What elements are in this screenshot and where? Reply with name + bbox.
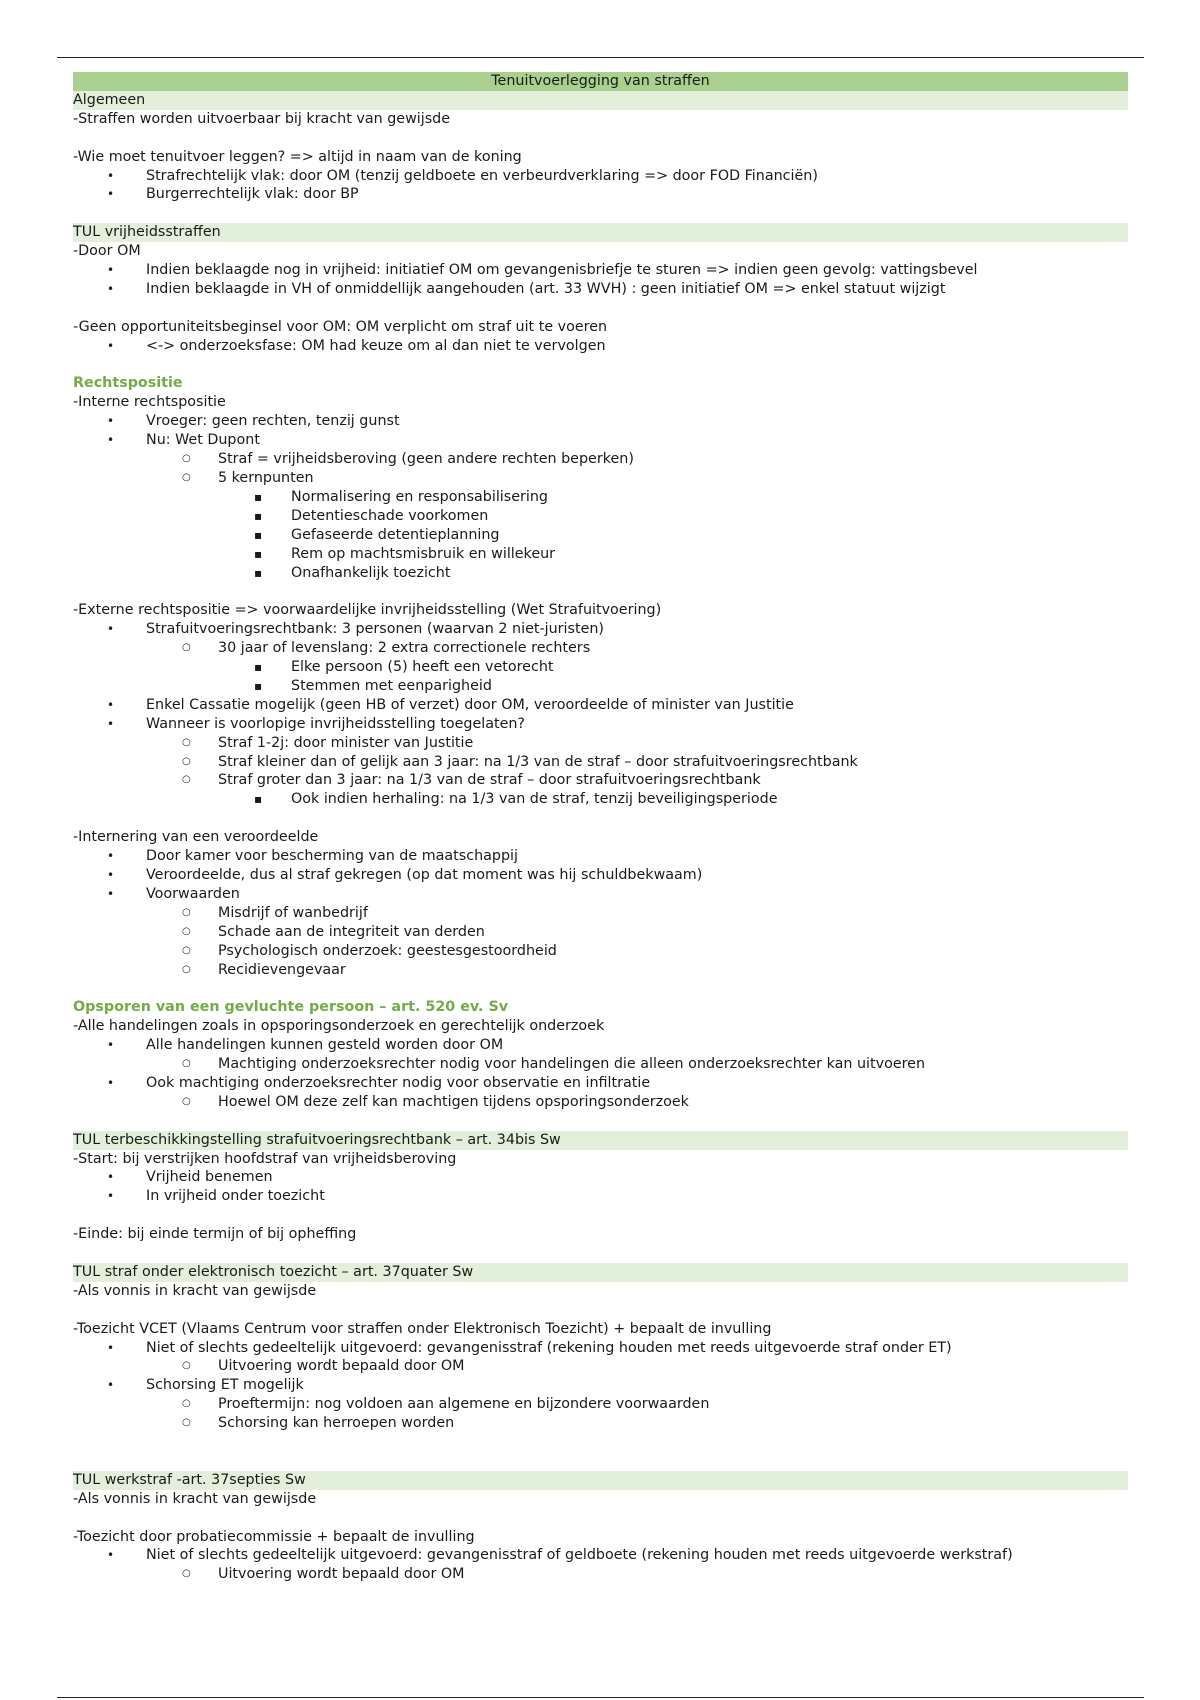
bullet-item-level-3	[73, 488, 1128, 507]
line-text: Schade aan de integriteit van derden	[218, 923, 485, 940]
line-text: Recidievengevaar	[218, 961, 346, 978]
line-text: Detentieschade voorkomen	[291, 507, 489, 524]
paragraph-line	[73, 1528, 1128, 1547]
bullet-icon: ○	[182, 1095, 191, 1107]
section-heading	[73, 1131, 1128, 1150]
bullet-item-level-2	[73, 961, 1128, 980]
section-heading	[73, 1471, 1128, 1490]
paragraph-line	[73, 1225, 1128, 1244]
blank-line	[73, 299, 1128, 318]
bullet-item-level-2	[73, 771, 1128, 790]
line-text: Indien beklaagde nog in vrijheid: initiatief OM om gevangenisbriefje te sturen => indien geen gevolg: vattingsbevel	[146, 262, 978, 279]
paragraph-line	[73, 601, 1128, 620]
section-heading	[73, 91, 1128, 110]
line-text: Hoewel OM deze zelf kan machtigen tijdens opsporingsonderzoek	[218, 1093, 689, 1110]
bullet-icon: •	[107, 414, 115, 429]
bullet-icon: ○	[182, 1398, 191, 1410]
blank-line	[73, 1301, 1128, 1320]
bullet-item-level-2	[73, 469, 1128, 488]
bullet-icon: •	[107, 168, 115, 183]
line-text: TUL straf onder elektronisch toezicht – art. 37quater Sw	[73, 1263, 474, 1280]
blank-line	[73, 582, 1128, 601]
line-text: Ook machtiging onderzoeksrechter nodig voor observatie en infiltratie	[146, 1074, 651, 1091]
line-text: Elke persoon (5) heeft een vetorecht	[291, 659, 554, 676]
document-body	[73, 72, 1128, 1584]
line-text: TUL vrijheidsstraffen	[73, 224, 221, 241]
bullet-item-level-3	[73, 526, 1128, 545]
blank-line	[73, 1244, 1128, 1263]
bullet-item-level-2	[73, 1055, 1128, 1074]
line-text: TUL werkstraf -art. 37septies Sw	[73, 1471, 306, 1488]
line-text: -Geen opportuniteitsbeginsel voor OM: OM verplicht om straf uit te voeren	[73, 318, 608, 335]
bullet-icon: ○	[182, 925, 191, 937]
bullet-icon: •	[107, 1189, 115, 1204]
bullet-item-level-3	[73, 658, 1128, 677]
bullet-icon: •	[107, 1038, 115, 1053]
bullet-icon: ○	[182, 963, 191, 975]
bullet-item-level-1	[73, 866, 1128, 885]
bullet-item-level-1	[73, 1546, 1128, 1565]
line-text: Misdrijf of wanbedrijf	[218, 904, 368, 921]
bullet-icon: ○	[182, 1568, 191, 1580]
bullet-item-level-1	[73, 1074, 1128, 1093]
paragraph-line	[73, 1490, 1128, 1509]
line-text: Nu: Wet Dupont	[146, 432, 260, 449]
line-text: Alle handelingen kunnen gesteld worden door OM	[146, 1037, 504, 1054]
line-text: Machtiging onderzoeksrechter nodig voor handelingen die alleen onderzoeksrechter kan uitvoeren	[218, 1056, 926, 1073]
line-text: Onafhankelijk toezicht	[291, 564, 451, 581]
bullet-item-level-1	[73, 1168, 1128, 1187]
bullet-item-level-1	[73, 1376, 1128, 1395]
bullet-icon: •	[107, 1340, 115, 1355]
bullet-icon: •	[107, 433, 115, 448]
line-text: Veroordeelde, dus al straf gekregen (op dat moment was hij schuldbekwaam)	[146, 866, 703, 883]
line-text: <-> onderzoeksfase: OM had keuze om al dan niet te vervolgen	[146, 337, 606, 354]
line-text: -Internering van een veroordeelde	[73, 829, 319, 846]
line-text: Schorsing ET mogelijk	[146, 1377, 304, 1394]
blank-line	[73, 1206, 1128, 1225]
line-text: Burgerrechtelijk vlak: door BP	[146, 186, 359, 203]
bullet-item-level-1	[73, 412, 1128, 431]
line-text: 30 jaar of levenslang: 2 extra correctionele rechters	[218, 640, 591, 657]
bullet-icon: •	[107, 281, 115, 296]
bullet-item-level-1	[73, 280, 1128, 299]
bullet-item-level-1	[73, 167, 1128, 186]
bullet-icon: ○	[182, 944, 191, 956]
line-text: Indien beklaagde in VH of onmiddellijk aangehouden (art. 33 WVH) : geen initiatief OM => enkel statuut wijzigt	[146, 280, 946, 297]
blank-line	[73, 1112, 1128, 1131]
bullet-item-level-1	[73, 620, 1128, 639]
line-text: Stemmen met eenparigheid	[291, 677, 492, 694]
line-text: Voorwaarden	[146, 885, 240, 902]
bullet-item-level-1	[73, 1187, 1128, 1206]
bullet-item-level-2	[73, 1357, 1128, 1376]
bullet-icon: ▪	[254, 565, 263, 580]
line-text: TUL terbeschikkingstelling strafuitvoeringsrechtbank – art. 34bis Sw	[73, 1131, 561, 1148]
bullet-icon: ○	[182, 471, 191, 483]
bullet-icon: ▪	[254, 546, 263, 561]
line-text: Wanneer is voorlopige invrijheidsstelling toegelaten?	[146, 715, 526, 732]
bullet-item-level-2	[73, 1565, 1128, 1584]
line-text: -Externe rechtspositie => voorwaardelijke invrijheidsstelling (Wet Strafuitvoering)	[73, 602, 662, 619]
line-text: -Toezicht VCET (Vlaams Centrum voor straffen onder Elektronisch Toezicht) + bepaalt de invulling	[73, 1320, 772, 1337]
paragraph-line	[73, 1150, 1128, 1169]
bullet-item-level-2	[73, 942, 1128, 961]
bullet-icon: •	[107, 1548, 115, 1563]
bullet-item-level-1	[73, 715, 1128, 734]
paragraph-line	[73, 1017, 1128, 1036]
line-text: Door kamer voor bescherming van de maatschappij	[146, 848, 519, 865]
bullet-item-level-3	[73, 677, 1128, 696]
line-text: Enkel Cassatie mogelijk (geen HB of verzet) door OM, veroordeelde of minister van Justitie	[146, 696, 794, 713]
line-text: -Start: bij verstrijken hoofdstraf van vrijheidsberoving	[73, 1150, 457, 1167]
bullet-item-level-1	[73, 261, 1128, 280]
bullet-icon: •	[107, 716, 115, 731]
line-text: Psychologisch onderzoek: geestesgestoordheid	[218, 942, 557, 959]
bullet-icon: ▪	[254, 489, 263, 504]
paragraph-line	[73, 1320, 1128, 1339]
paragraph-line	[73, 148, 1128, 167]
line-text: 5 kernpunten	[218, 469, 314, 486]
bullet-icon: •	[107, 886, 115, 901]
line-text: Normalisering en responsabilisering	[291, 488, 549, 505]
bottom-rule	[57, 1697, 1144, 1698]
document-title	[73, 72, 1128, 91]
bullet-item-level-1	[73, 431, 1128, 450]
paragraph-line	[73, 393, 1128, 412]
line-text: Ook indien herhaling: na 1/3 van de straf, tenzij beveiligingsperiode	[291, 791, 778, 808]
bullet-icon: •	[107, 263, 115, 278]
bullet-icon: •	[107, 697, 115, 712]
bullet-item-level-3	[73, 564, 1128, 583]
blank-line	[73, 979, 1128, 998]
line-text: Proeftermijn: nog voldoen aan algemene en bijzondere voorwaarden	[218, 1396, 710, 1413]
bullet-icon: •	[107, 867, 115, 882]
bullet-icon: ○	[182, 755, 191, 767]
bullet-icon: •	[107, 1170, 115, 1185]
bullet-icon: ▪	[254, 527, 263, 542]
bullet-item-level-1	[73, 185, 1128, 204]
bullet-item-level-1	[73, 337, 1128, 356]
line-text: Strafrechtelijk vlak: door OM (tenzij geldboete en verbeurdverklaring => door FOD Financiën)	[146, 167, 818, 184]
bullet-item-level-1	[73, 847, 1128, 866]
subsection-heading	[73, 374, 1128, 393]
bullet-item-level-2	[73, 734, 1128, 753]
line-text: -Interne rechtspositie	[73, 394, 226, 411]
line-text: -Wie moet tenuitvoer leggen? => altijd in naam van de koning	[73, 148, 522, 165]
bullet-item-level-2	[73, 904, 1128, 923]
paragraph-line	[73, 110, 1128, 129]
bullet-icon: •	[107, 187, 115, 202]
line-text: Strafuitvoeringsrechtbank: 3 personen (waarvan 2 niet-juristen)	[146, 621, 605, 638]
line-text: -Straffen worden uitvoerbaar bij kracht van gewijsde	[73, 110, 451, 127]
line-text: Opsporen van een gevluchte persoon – art. 520 ev. Sv	[73, 999, 509, 1016]
bullet-icon: •	[107, 1075, 115, 1090]
blank-line	[73, 356, 1128, 375]
line-text: Algemeen	[73, 91, 146, 108]
blank-line	[73, 1509, 1128, 1528]
line-text: Uitvoering wordt bepaald door OM	[218, 1358, 465, 1375]
bullet-icon: ▪	[254, 792, 263, 807]
line-text: In vrijheid onder toezicht	[146, 1188, 325, 1205]
line-text: Straf 1-2j: door minister van Justitie	[218, 734, 474, 751]
bullet-item-level-2	[73, 1395, 1128, 1414]
line-text: Niet of slechts gedeeltelijk uitgevoerd: gevangenisstraf of geldboete (rekening houden met reeds uitgevoerde werkstraf)	[146, 1547, 1013, 1564]
line-text: -Alle handelingen zoals in opsporingsonderzoek en gerechtelijk onderzoek	[73, 1018, 605, 1035]
bullet-item-level-1	[73, 696, 1128, 715]
subsection-heading	[73, 998, 1128, 1017]
blank-line	[73, 809, 1128, 828]
line-text: -Einde: bij einde termijn of bij opheffing	[73, 1226, 357, 1243]
bullet-item-level-1	[73, 1036, 1128, 1055]
bullet-item-level-1	[73, 885, 1128, 904]
line-text: Straf kleiner dan of gelijk aan 3 jaar: na 1/3 van de straf – door strafuitvoeringsrechtbank	[218, 753, 858, 770]
line-text: Straf = vrijheidsberoving (geen andere rechten beperken)	[218, 451, 634, 468]
bullet-icon: •	[107, 1378, 115, 1393]
line-text: Rem op machtsmisbruik en willekeur	[291, 545, 556, 562]
section-heading	[73, 1263, 1128, 1282]
line-text: -Als vonnis in kracht van gewijsde	[73, 1282, 317, 1299]
bullet-item-level-2	[73, 450, 1128, 469]
line-text: Vrijheid benemen	[146, 1169, 273, 1186]
bullet-icon: ○	[182, 774, 191, 786]
bullet-icon: ○	[182, 453, 191, 465]
blank-line	[73, 129, 1128, 148]
line-text: -Als vonnis in kracht van gewijsde	[73, 1490, 317, 1507]
bullet-item-level-2	[73, 639, 1128, 658]
bullet-icon: ▪	[254, 678, 263, 693]
line-text: Schorsing kan herroepen worden	[218, 1415, 455, 1432]
bullet-icon: ○	[182, 906, 191, 918]
bullet-item-level-1	[73, 1339, 1128, 1358]
line-text: Uitvoering wordt bepaald door OM	[218, 1566, 465, 1583]
line-text: -Door OM	[73, 243, 141, 260]
blank-line	[73, 204, 1128, 223]
bullet-icon: ○	[182, 1360, 191, 1372]
bullet-item-level-3	[73, 507, 1128, 526]
line-text: Straf groter dan 3 jaar: na 1/3 van de straf – door strafuitvoeringsrechtbank	[218, 772, 761, 789]
line-text: Vroeger: geen rechten, tenzij gunst	[146, 413, 400, 430]
paragraph-line	[73, 828, 1128, 847]
blank-line	[73, 1433, 1128, 1452]
section-heading	[73, 223, 1128, 242]
bullet-icon: ○	[182, 642, 191, 654]
bullet-item-level-3	[73, 790, 1128, 809]
bullet-icon: ▪	[254, 508, 263, 523]
bullet-item-level-2	[73, 753, 1128, 772]
bullet-icon: •	[107, 849, 115, 864]
bullet-item-level-2	[73, 1093, 1128, 1112]
line-text: Rechtspositie	[73, 375, 183, 392]
top-rule	[57, 57, 1144, 58]
bullet-icon: •	[107, 622, 115, 637]
paragraph-line	[73, 242, 1128, 261]
bullet-icon: ○	[182, 1417, 191, 1429]
bullet-item-level-2	[73, 923, 1128, 942]
bullet-item-level-3	[73, 545, 1128, 564]
line-text: Niet of slechts gedeeltelijk uitgevoerd: gevangenisstraf (rekening houden met reeds uitgevoerde straf onder ET)	[146, 1339, 952, 1356]
bullet-item-level-2	[73, 1414, 1128, 1433]
paragraph-line	[73, 318, 1128, 337]
line-text: -Toezicht door probatiecommissie + bepaalt de invulling	[73, 1528, 475, 1545]
blank-line	[73, 1452, 1128, 1471]
paragraph-line	[73, 1282, 1128, 1301]
bullet-icon: ▪	[254, 660, 263, 675]
bullet-icon: •	[107, 338, 115, 353]
bullet-icon: ○	[182, 736, 191, 748]
bullet-icon: ○	[182, 1058, 191, 1070]
line-text: Tenuitvoerlegging van straffen	[491, 73, 710, 89]
line-text: Gefaseerde detentieplanning	[291, 526, 500, 543]
